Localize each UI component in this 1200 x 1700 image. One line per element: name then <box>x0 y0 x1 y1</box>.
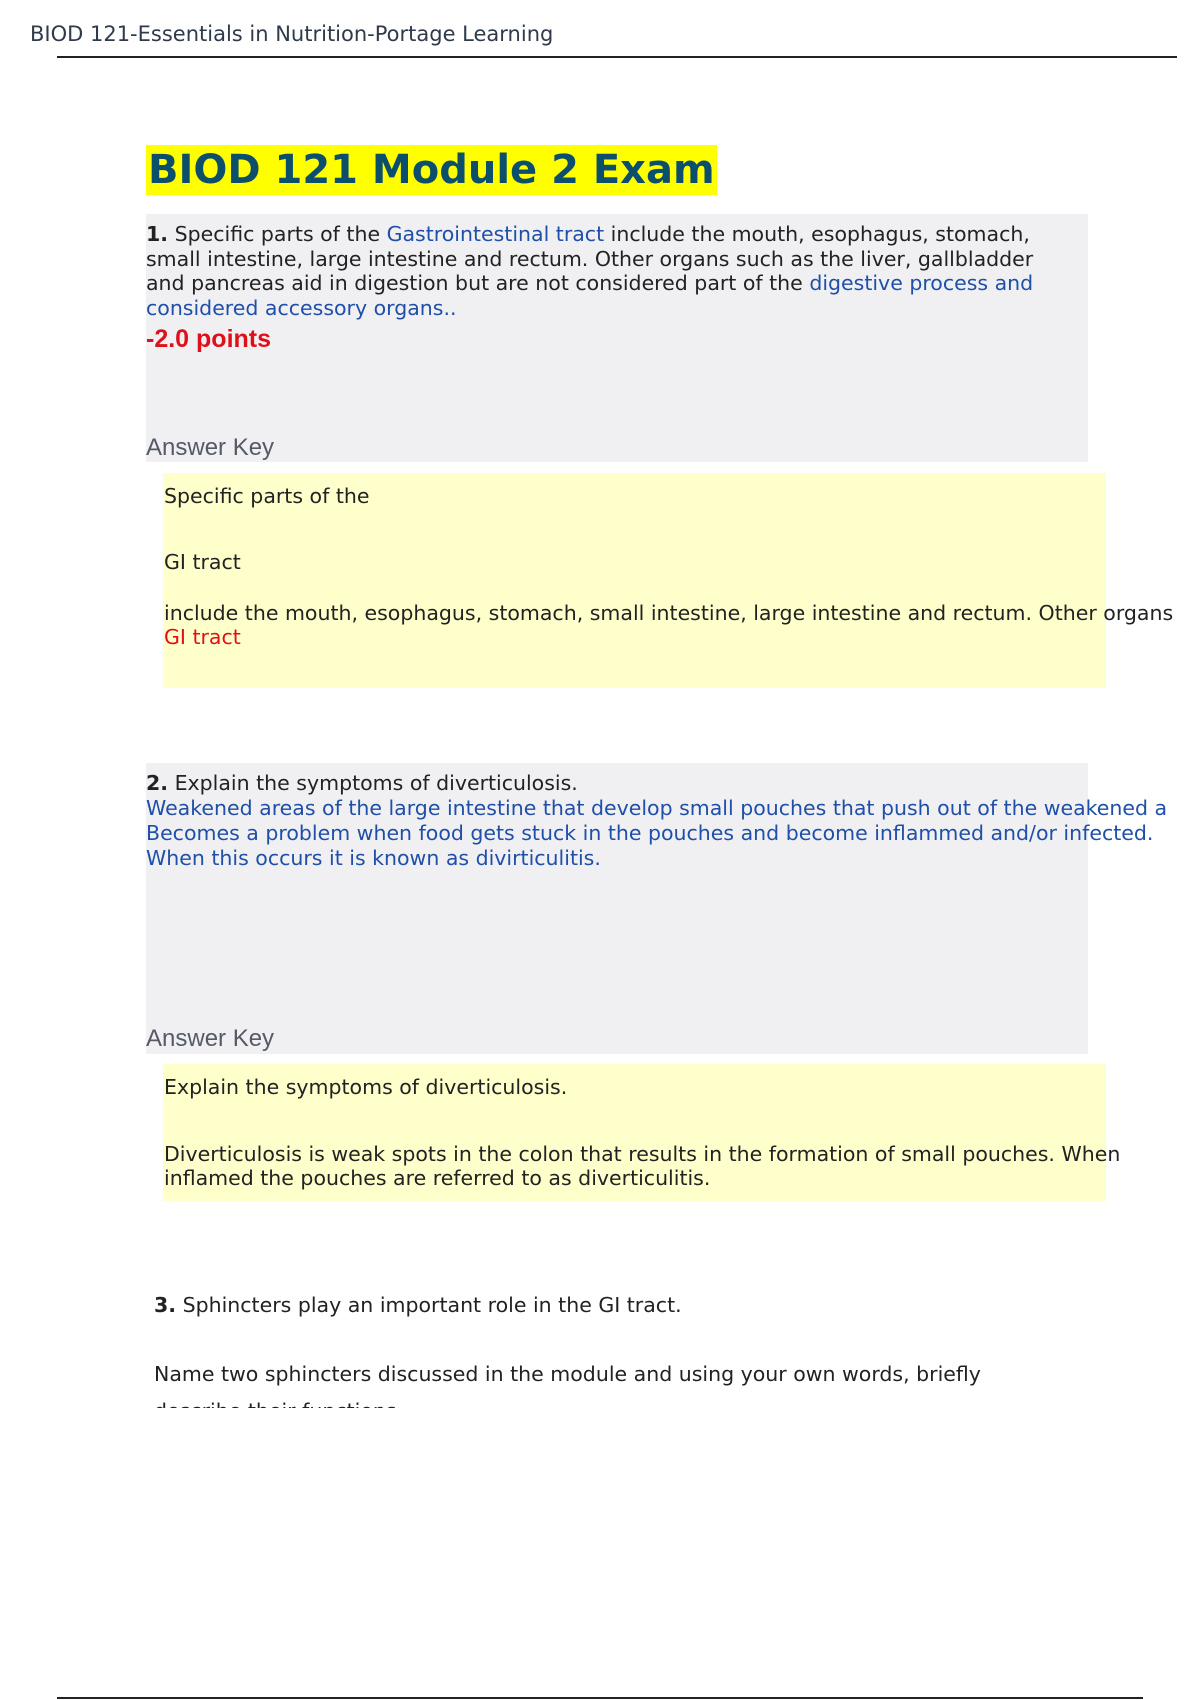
question-2-prompt: Explain the symptoms of diverticulosis. <box>168 771 578 795</box>
question-1-line1b: include the mouth, esophagus, stomach, <box>604 222 1030 246</box>
question-2-answer-line2: Becomes a problem when food gets stuck in the pouches and become inflammed and/or infected. <box>146 821 1154 845</box>
exam-title: BIOD 121 Module 2 Exam <box>148 147 715 193</box>
question-1-box <box>146 214 1088 462</box>
question-1-link-gi-tract: Gastrointestinal tract <box>386 222 605 246</box>
question-1-line4-blue: considered accessory organs.. <box>146 295 457 320</box>
question-3-line1 <box>154 1293 682 1318</box>
question-2-answer-line1: Weakened areas of the large intestine that develop small pouches that push out of the weakened a <box>146 795 1168 820</box>
header-rule <box>57 56 1177 58</box>
question-1-line3a: and pancreas aid in digestion but are not considered part of the <box>146 271 810 295</box>
key-line: Diverticulosis is weak spots in the colon that results in the formation of small pouches. When <box>164 1142 1121 1166</box>
question-1-line2: small intestine, large intestine and rectum. Other organs such as the liver, gallbladder <box>146 246 1034 271</box>
question-3-line2: Name two sphincters discussed in the module and using your own words, briefly <box>154 1362 981 1386</box>
question-2-answer-line3: When this occurs it is known as divirticulitis. <box>146 845 601 870</box>
question-2-answer-key-box <box>163 1064 1121 1201</box>
key-line: include the mouth, esophagus, stomach, small intestine, large intestine and rectum. Other organs <box>164 601 1174 625</box>
question-1-line1a: Specific parts of the <box>174 222 387 246</box>
key-line: Specific parts of the <box>164 484 370 508</box>
key-line-highlight: GI tract <box>164 625 241 649</box>
key-line: GI tract <box>164 550 241 574</box>
question-2-text <box>146 771 1168 870</box>
question-1-line3-blue: digestive process and <box>809 271 1034 295</box>
question-number: 2. <box>146 771 169 795</box>
page-cutoff <box>0 1408 1200 1697</box>
answer-key-label: Answer Key <box>146 1025 275 1052</box>
question-number: 3. <box>154 1293 177 1317</box>
footer-rule <box>57 1697 1143 1699</box>
question-3-prompt: Sphincters play an important role in the GI tract. <box>176 1293 682 1317</box>
key-line: inflamed the pouches are referred to as diverticulitis. <box>164 1166 711 1190</box>
question-1-answer-key-box <box>163 473 1174 688</box>
key-line: Explain the symptoms of diverticulosis. <box>164 1075 568 1099</box>
points-deduction: -2.0 points <box>146 325 272 353</box>
question-1-text <box>146 222 1086 320</box>
question-number: 1. <box>146 222 169 246</box>
question-2-box <box>146 763 1168 1054</box>
answer-key-label: Answer Key <box>146 434 275 461</box>
running-header: BIOD 121-Essentials in Nutrition-Portage Learning <box>30 22 554 46</box>
